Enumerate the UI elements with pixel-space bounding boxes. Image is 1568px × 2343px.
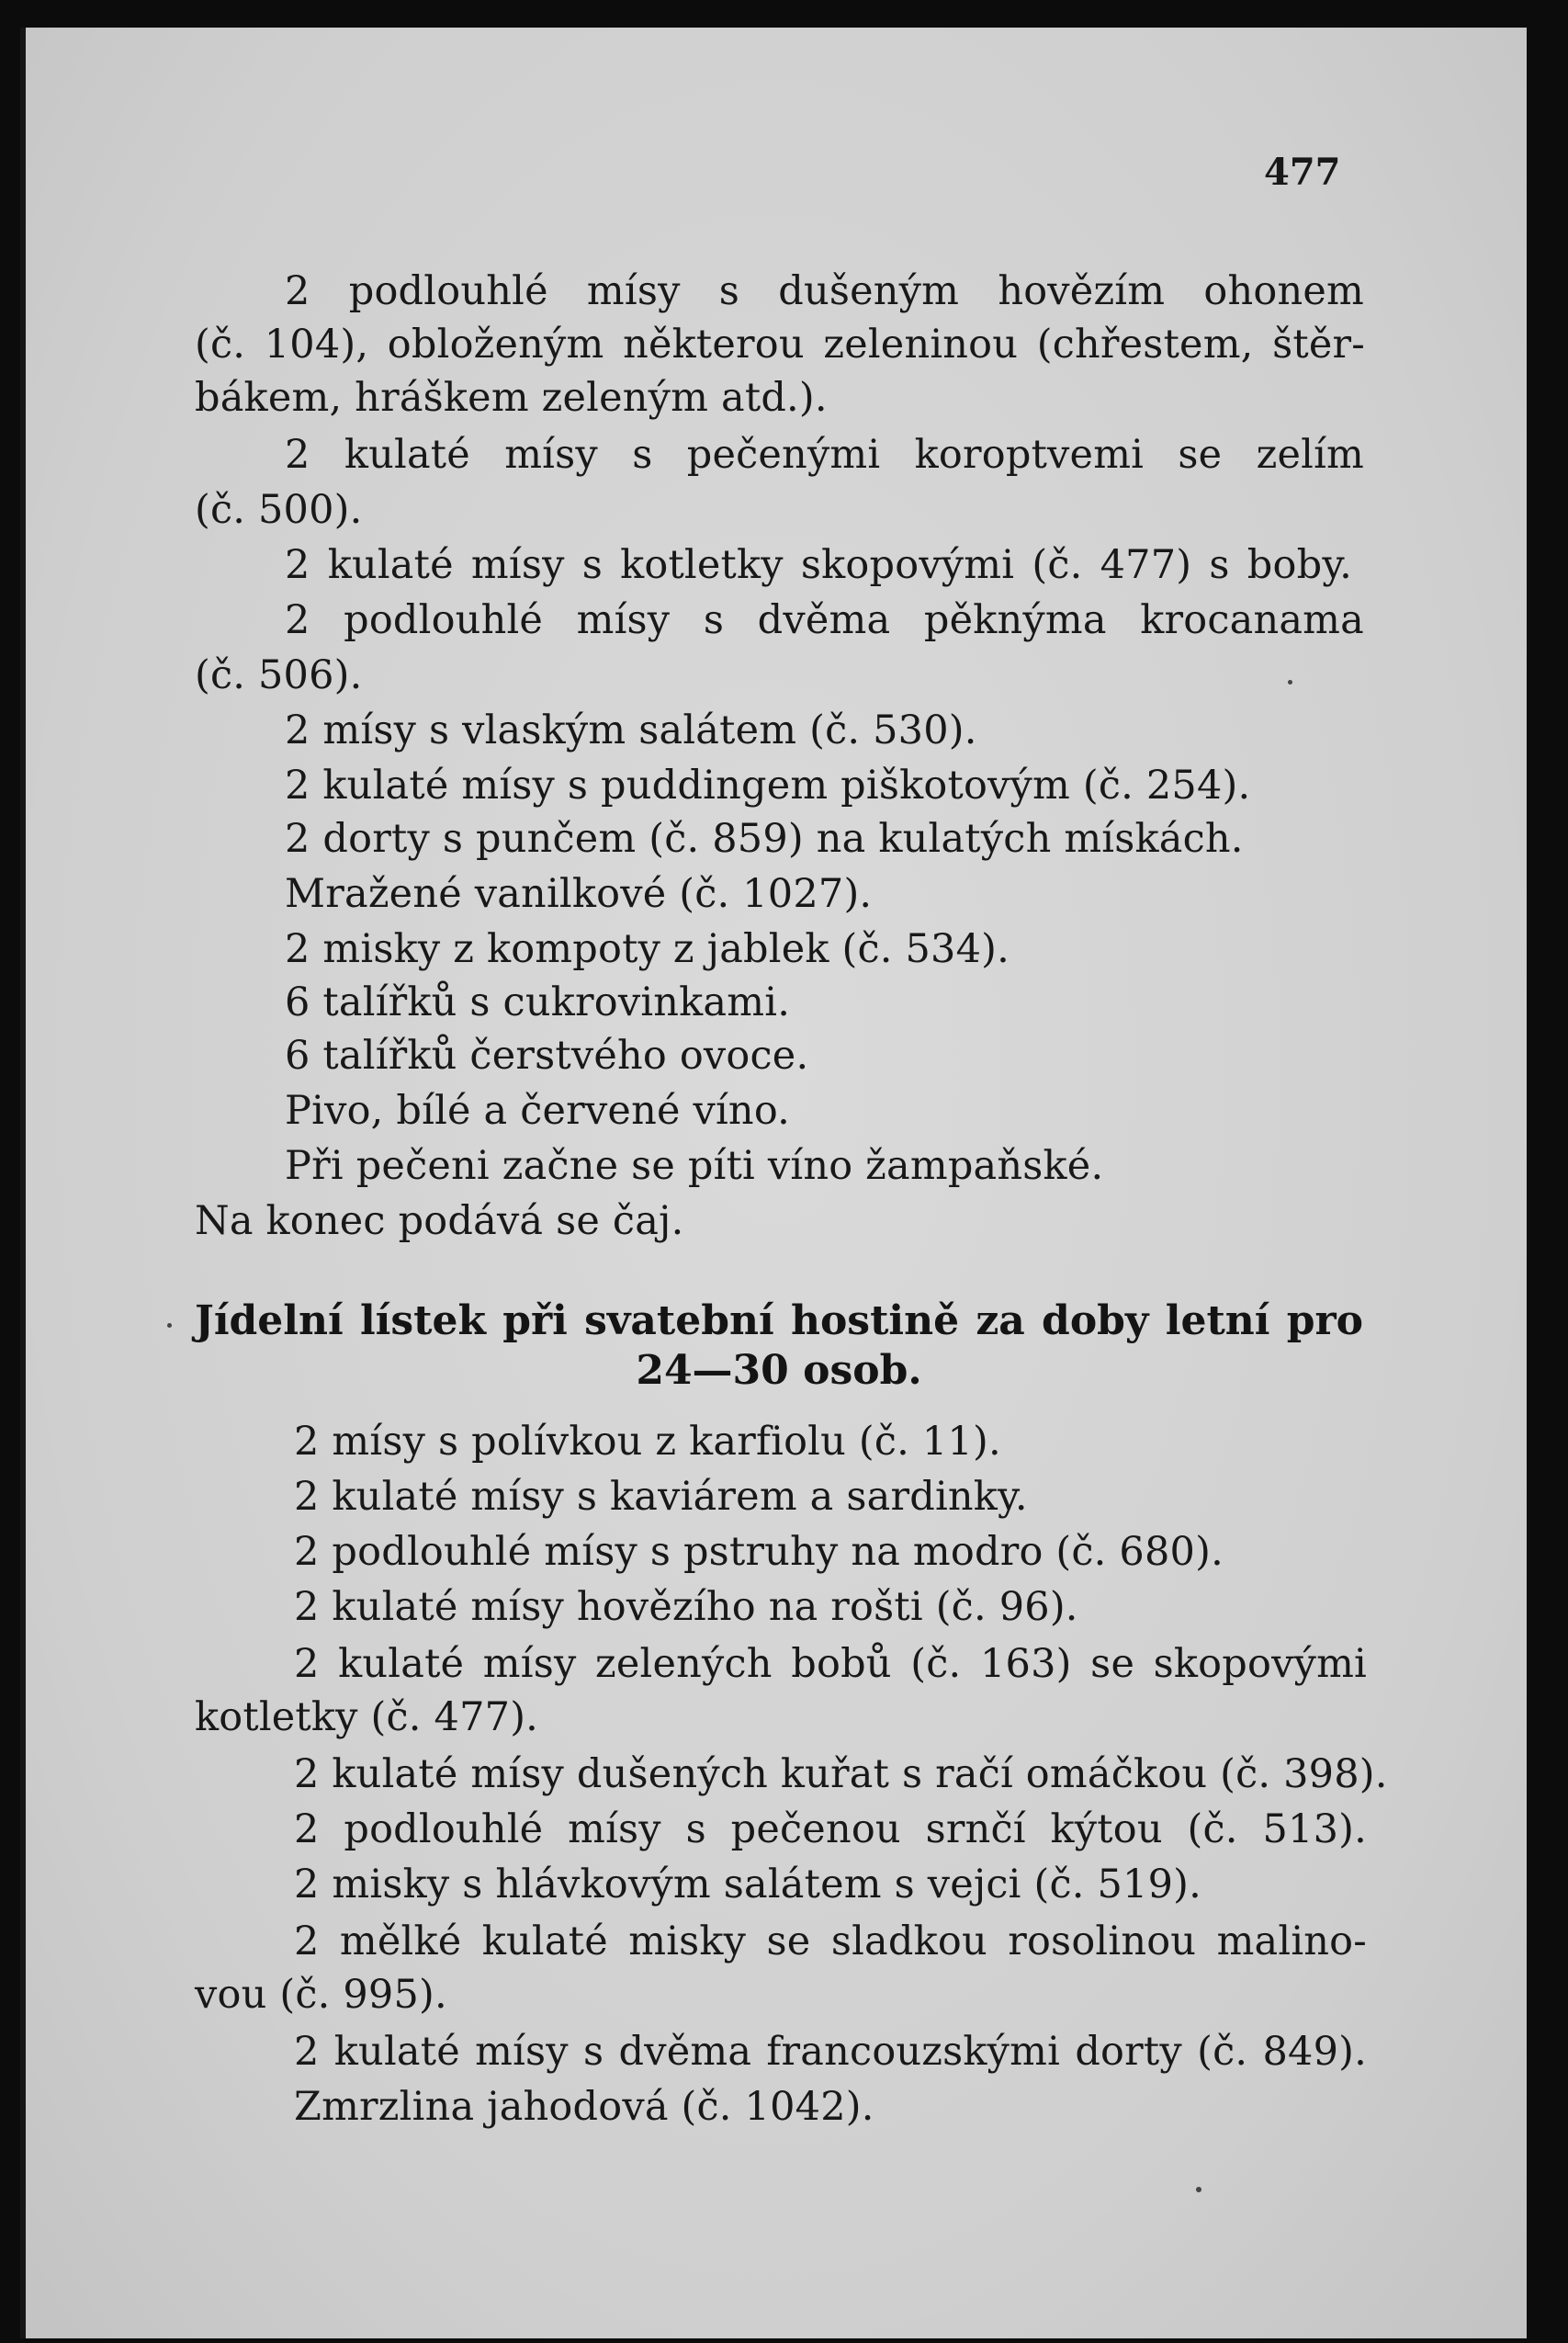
text-line: (č. 104), obloženým některou zeleninou (chřestem, štěr-	[195, 322, 1365, 368]
text-line: 2 kulaté mísy zelených bobů (č. 163) se skopovými	[294, 1641, 1367, 1687]
text-line: Při pečeni začne se píti víno žampaňské.	[285, 1143, 1104, 1189]
text-line: Mražené vanilkové (č. 1027).	[285, 871, 873, 917]
paper-speck	[167, 1323, 172, 1328]
text-line: 2 podlouhlé mísy s pstruhy na modro (č. 680).	[294, 1529, 1224, 1575]
text-line: 2 kulaté mísy hovězího na rošti (č. 96).	[294, 1584, 1078, 1630]
text-line: 2 misky z kompoty z jablek (č. 534).	[285, 926, 1010, 972]
section-heading-continued: 24—30 osob.	[636, 1347, 922, 1394]
text-line: (č. 506).	[195, 652, 363, 698]
text-line: 2 kulaté mísy s pečenými koroptvemi se zelím	[285, 432, 1364, 478]
page-number: 477	[1264, 151, 1341, 194]
text-line: vou (č. 995).	[195, 1972, 447, 2018]
text-line: Pivo, bílé a červené víno.	[285, 1088, 791, 1134]
text-line: 2 podlouhlé mísy s dušeným hovězím ohonem	[285, 268, 1364, 314]
text-line: 6 talířků čerstvého ovoce.	[285, 1033, 809, 1079]
text-line: 2 podlouhlé mísy s pečenou srnčí kýtou (č. 513).	[294, 1806, 1367, 1852]
text-line: 2 dorty s punčem (č. 859) na kulatých mískách.	[285, 816, 1244, 862]
book-page	[20, 28, 1527, 2338]
text-line: 2 kulaté mísy dušených kuřat s račí omáčkou (č. 398).	[294, 1751, 1388, 1797]
text-line: kotletky (č. 477).	[195, 1694, 539, 1740]
text-line: Na konec podává se čaj.	[195, 1198, 684, 1244]
text-line: 2 kulaté mísy s puddingem piškotovým (č. 254).	[285, 763, 1251, 809]
section-heading: Jídelní lístek při svatební hostině za doby letní pro	[195, 1297, 1363, 1344]
text-line: 2 kulaté mísy s kaviárem a sardinky.	[294, 1474, 1028, 1520]
page-edge-shadow	[20, 28, 26, 2338]
paper-speck	[1196, 2187, 1201, 2192]
text-line: 2 podlouhlé mísy s dvěma pěknýma krocanama	[285, 597, 1364, 643]
text-line: 2 mísy s polívkou z karfiolu (č. 11).	[294, 1419, 1001, 1465]
text-line: 2 mísy s vlaským salátem (č. 530).	[285, 707, 977, 753]
text-line: Zmrzlina jahodová (č. 1042).	[294, 2084, 874, 2130]
text-line: 2 mělké kulaté misky se sladkou rosolinou malino-	[294, 1919, 1367, 1964]
text-line: 2 misky s hlávkovým salátem s vejci (č. 519).	[294, 1862, 1202, 1907]
text-line: 2 kulaté mísy s dvěma francouzskými dorty (č. 849).	[294, 2029, 1367, 2075]
text-line: (č. 500).	[195, 487, 363, 533]
text-line: bákem, hráškem zeleným atd.).	[195, 375, 828, 421]
paper-speck	[1288, 680, 1292, 685]
text-line: 2 kulaté mísy s kotletky skopovými (č. 477) s boby.	[285, 542, 1352, 588]
text-line: 6 talířků s cukrovinkami.	[285, 979, 791, 1025]
